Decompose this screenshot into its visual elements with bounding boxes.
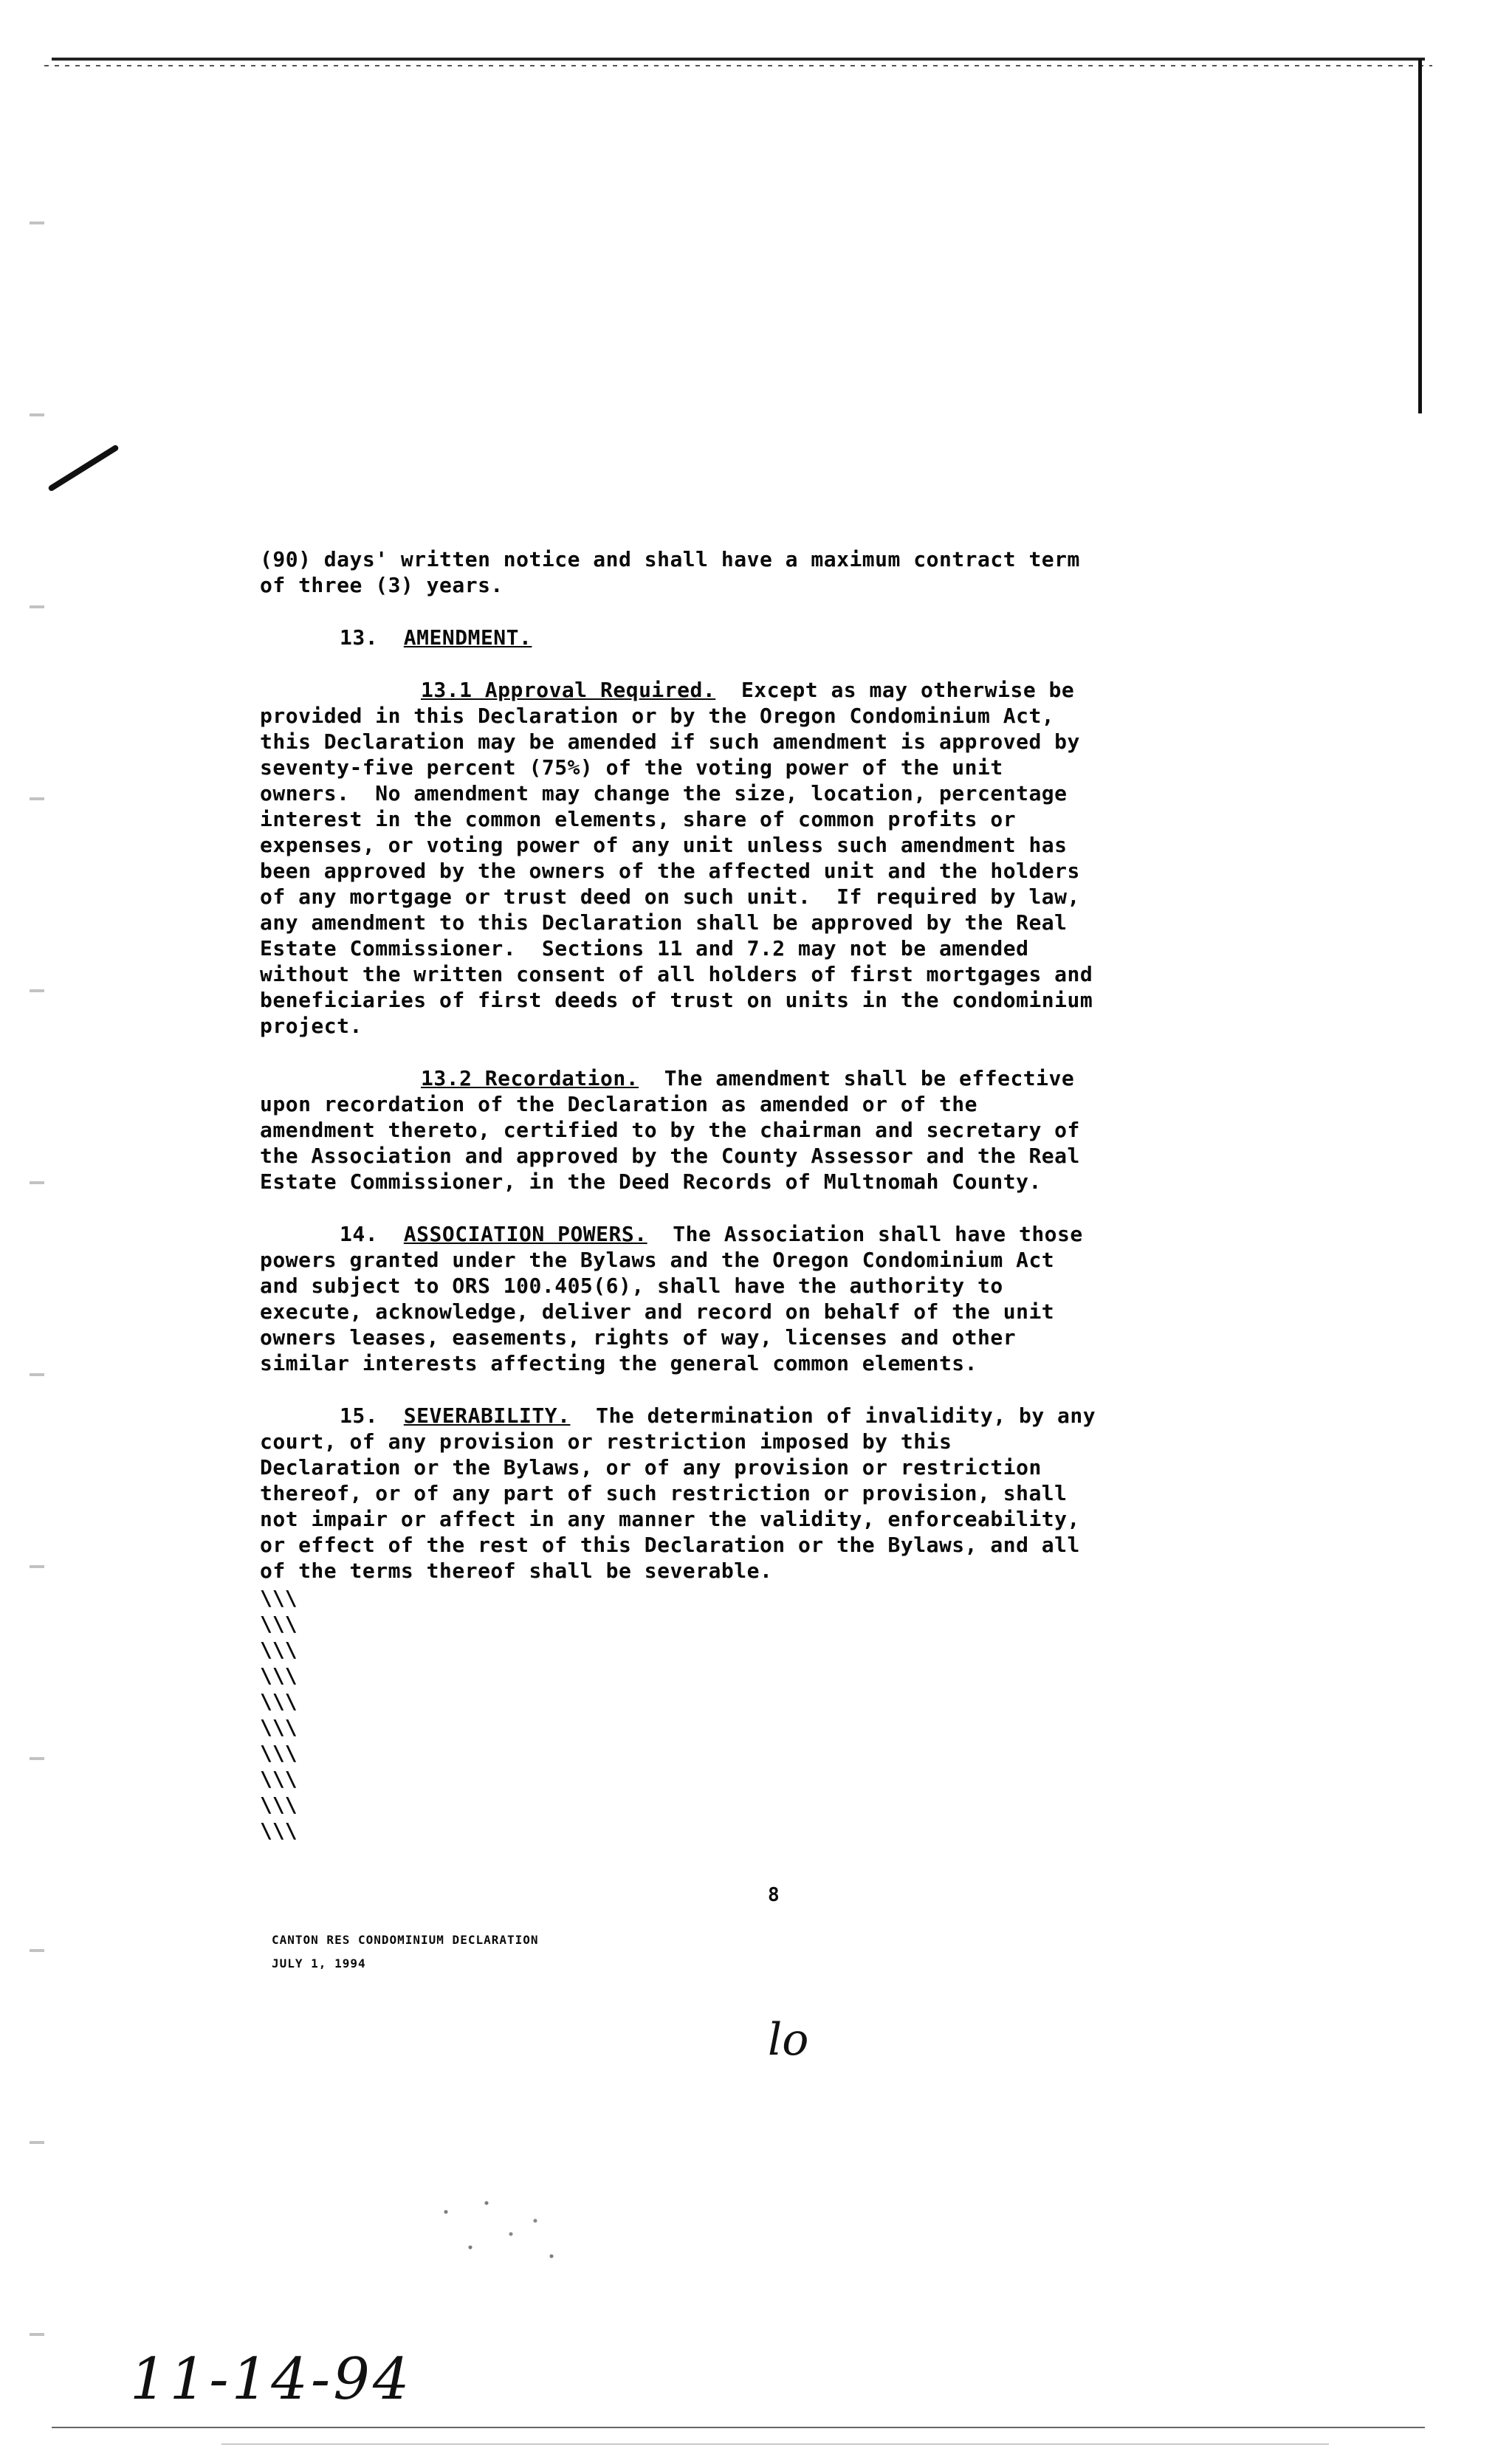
scan-noise-left bbox=[30, 103, 44, 2392]
text-line: this Declaration may be amended if such amendment is approved by bbox=[260, 729, 1080, 754]
text-line: similar interests affecting the general common elements. bbox=[260, 1351, 978, 1375]
text-line: owners leases, easements, rights of way, licenses and other bbox=[260, 1325, 1017, 1350]
scan-noise-top bbox=[44, 65, 1432, 66]
intro-paragraph bbox=[260, 546, 1293, 598]
text-line: powers granted under the Bylaws and the Oregon Condominium Act bbox=[260, 1248, 1055, 1272]
section-13-1 bbox=[260, 677, 1293, 1039]
text-line bbox=[260, 1221, 1293, 1247]
subsection-heading: 13.2 Recordation. bbox=[421, 1066, 639, 1090]
scan-edge-top bbox=[52, 58, 1425, 61]
handwritten-initial: lo bbox=[768, 2014, 809, 2066]
section-title: SEVERABILITY. bbox=[403, 1403, 571, 1428]
slash-line: \\\ bbox=[260, 1586, 298, 1610]
text-line: (90) days' written notice and shall have a maximum contract term bbox=[260, 547, 1080, 571]
document-body bbox=[260, 546, 1293, 1843]
footer-document-date: JULY 1, 1994 bbox=[272, 1956, 366, 1970]
page-number: 8 bbox=[768, 1884, 780, 1906]
text-line: of any mortgage or trust deed on such unit. If required by law, bbox=[260, 884, 1080, 909]
handwritten-date: 11-14-94 bbox=[130, 2346, 413, 2413]
scan-edge-bottom bbox=[52, 2427, 1425, 2428]
slash-line: \\\ bbox=[260, 1612, 298, 1636]
slash-line: \\\ bbox=[260, 1638, 298, 1662]
text-fragment: Except as may otherwise be bbox=[715, 678, 1075, 702]
text-line: beneficiaries of first deeds of trust on units in the condominium bbox=[260, 988, 1093, 1012]
text-line: Declaration or the Bylaws, or of any provision or restriction bbox=[260, 1455, 1042, 1480]
text-line: seventy-five percent (75%) of the voting power of the unit bbox=[260, 755, 1003, 780]
text-line: upon recordation of the Declaration as amended or of the bbox=[260, 1092, 978, 1116]
text-line bbox=[260, 1403, 1293, 1429]
slash-line: \\\ bbox=[260, 1689, 298, 1714]
slash-line: \\\ bbox=[260, 1715, 298, 1739]
text-line: of three (3) years. bbox=[260, 573, 504, 597]
text-line: owners. No amendment may change the size, location, percentage bbox=[260, 781, 1068, 805]
text-line: court, of any provision or restriction imposed by this bbox=[260, 1429, 952, 1454]
section-13-heading bbox=[260, 625, 1293, 650]
slash-line: \\\ bbox=[260, 1741, 298, 1765]
text-line bbox=[260, 1065, 1293, 1091]
text-line: thereof, or of any part of such restriction or provision, shall bbox=[260, 1481, 1068, 1505]
text-line: execute, acknowledge, deliver and record on behalf of the unit bbox=[260, 1299, 1055, 1324]
text-fragment: The amendment shall be effective bbox=[639, 1066, 1075, 1090]
section-14 bbox=[260, 1221, 1293, 1376]
section-number: 13. bbox=[340, 625, 379, 650]
text-line: project. bbox=[260, 1014, 362, 1038]
text-line: or effect of the rest of this Declaration or the Bylaws, and all bbox=[260, 1533, 1080, 1557]
section-number: 14. bbox=[340, 1222, 379, 1246]
text-line: not impair or affect in any manner the validity, enforceability, bbox=[260, 1507, 1080, 1531]
footer-document-title: CANTON RES CONDOMINIUM DECLARATION bbox=[272, 1933, 539, 1947]
text-line: of the terms thereof shall be severable. bbox=[260, 1559, 773, 1583]
text-line: the Association and approved by the County Assessor and the Real bbox=[260, 1144, 1080, 1168]
scan-specks bbox=[413, 2185, 576, 2274]
text-line: and subject to ORS 100.405(6), shall have the authority to bbox=[260, 1274, 1003, 1298]
subsection-heading: 13.1 Approval Required. bbox=[421, 678, 716, 702]
section-number: 15. bbox=[340, 1403, 379, 1428]
slash-line: \\\ bbox=[260, 1793, 298, 1817]
section-title: ASSOCIATION POWERS. bbox=[403, 1222, 647, 1246]
text-line: been approved by the owners of the affected unit and the holders bbox=[260, 859, 1080, 883]
text-line: without the written consent of all holders of first mortgages and bbox=[260, 962, 1093, 986]
section-13-2 bbox=[260, 1065, 1293, 1195]
slash-line: \\\ bbox=[260, 1663, 298, 1688]
scan-edge-right bbox=[1418, 59, 1422, 413]
text-line: Estate Commissioner. Sections 11 and 7.2 may not be amended bbox=[260, 936, 1029, 961]
text-fragment: The Association shall have those bbox=[647, 1222, 1083, 1246]
text-line: expenses, or voting power of any unit unless such amendment has bbox=[260, 833, 1068, 857]
section-title: AMENDMENT. bbox=[403, 625, 532, 650]
pen-mark bbox=[47, 444, 120, 492]
text-line: amendment thereto, certified to by the chairman and secretary of bbox=[260, 1118, 1080, 1142]
text-line: any amendment to this Declaration shall be approved by the Real bbox=[260, 910, 1068, 935]
slash-filler-block bbox=[260, 1585, 1293, 1843]
slash-line: \\\ bbox=[260, 1767, 298, 1791]
text-line: Estate Commissioner, in the Deed Records of Multnomah County. bbox=[260, 1169, 1042, 1194]
text-line bbox=[260, 677, 1293, 703]
text-fragment: The determination of invalidity, by any bbox=[570, 1403, 1096, 1428]
text-line: interest in the common elements, share of common profits or bbox=[260, 807, 1017, 831]
text-line: provided in this Declaration or by the Oregon Condominium Act, bbox=[260, 704, 1055, 728]
slash-line: \\\ bbox=[260, 1818, 298, 1843]
section-15 bbox=[260, 1403, 1293, 1584]
